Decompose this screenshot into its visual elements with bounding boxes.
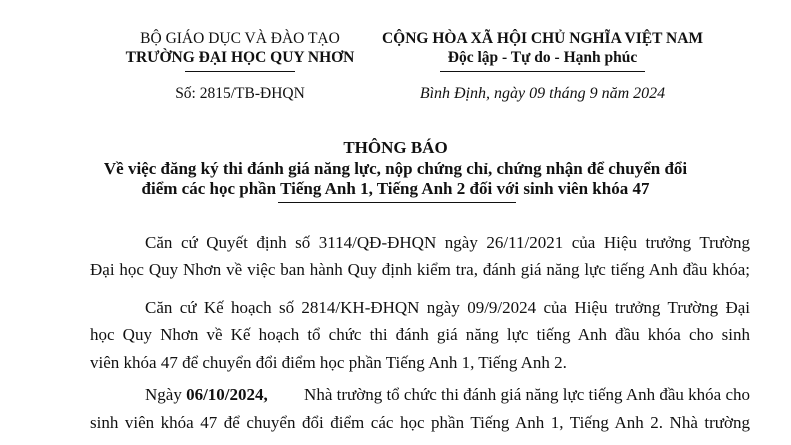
national-motto: Độc lập - Tự do - Hạnh phúc [447,49,638,66]
nation-name: CỘNG HÒA XÃ HỘI CHỦ NGHĨA VIỆT NAM [381,30,704,47]
school-name: TRƯỜNG ĐẠI HỌC QUY NHƠN [125,49,355,66]
p3-date: 06/10/2024, [186,385,268,404]
paragraph-3-line-2: sinh viên khóa 47 để chuyển đổi điểm các học phần Tiếng Anh 1, Tiếng Anh 2. Nhà trường [90,413,750,432]
document-number: Số: 2815/TB-ĐHQN [175,85,305,102]
place-and-date: Bình Định, ngày 09 tháng 9 năm 2024 [419,85,666,102]
paragraph-1-line-1: Căn cứ Quyết định số 3114/QĐ-ĐHQN ngày 26/11/2021 của Hiệu trưởng Trường [145,233,750,252]
paragraph-1-line-2: Đại học Quy Nhơn về việc ban hành Quy định kiểm tra, đánh giá năng lực tiếng Anh đầu khóa; [90,260,750,279]
p3-prefix: Ngày 06/10/2024, [145,385,268,404]
subtitle-underline [278,202,516,203]
paragraph-2-line-3: viên khóa 47 để chuyển đổi điểm học phần Tiếng Anh 1, Tiếng Anh 2. [90,353,567,372]
document-title: THÔNG BÁO [343,138,448,157]
motto-underline [440,71,645,72]
ministry-name: BỘ GIÁO DỤC VÀ ĐÀO TẠO [140,30,340,47]
paragraph-3-line-1 [145,385,750,405]
paragraph-2-line-1: Căn cứ Kế hoạch số 2814/KH-ĐHQN ngày 09/9/2024 của Hiệu trưởng Trường Đại [145,298,750,317]
subtitle-line-2: điểm các học phần Tiếng Anh 1, Tiếng Anh 2 đối với sinh viên khóa 47 [141,179,650,198]
subtitle-line-1: Về việc đăng ký thi đánh giá năng lực, nộp chứng chỉ, chứng nhận để chuyển đổi [103,159,688,178]
school-underline [185,71,295,72]
paragraph-2-line-2: học Quy Nhơn về Kế hoạch tổ chức thi đánh giá năng lực tiếng Anh đầu khóa cho sinh [90,325,750,344]
p3-line1-rest: Nhà trường tổ chức thi đánh giá năng lực tiếng Anh đầu khóa cho [304,385,750,404]
